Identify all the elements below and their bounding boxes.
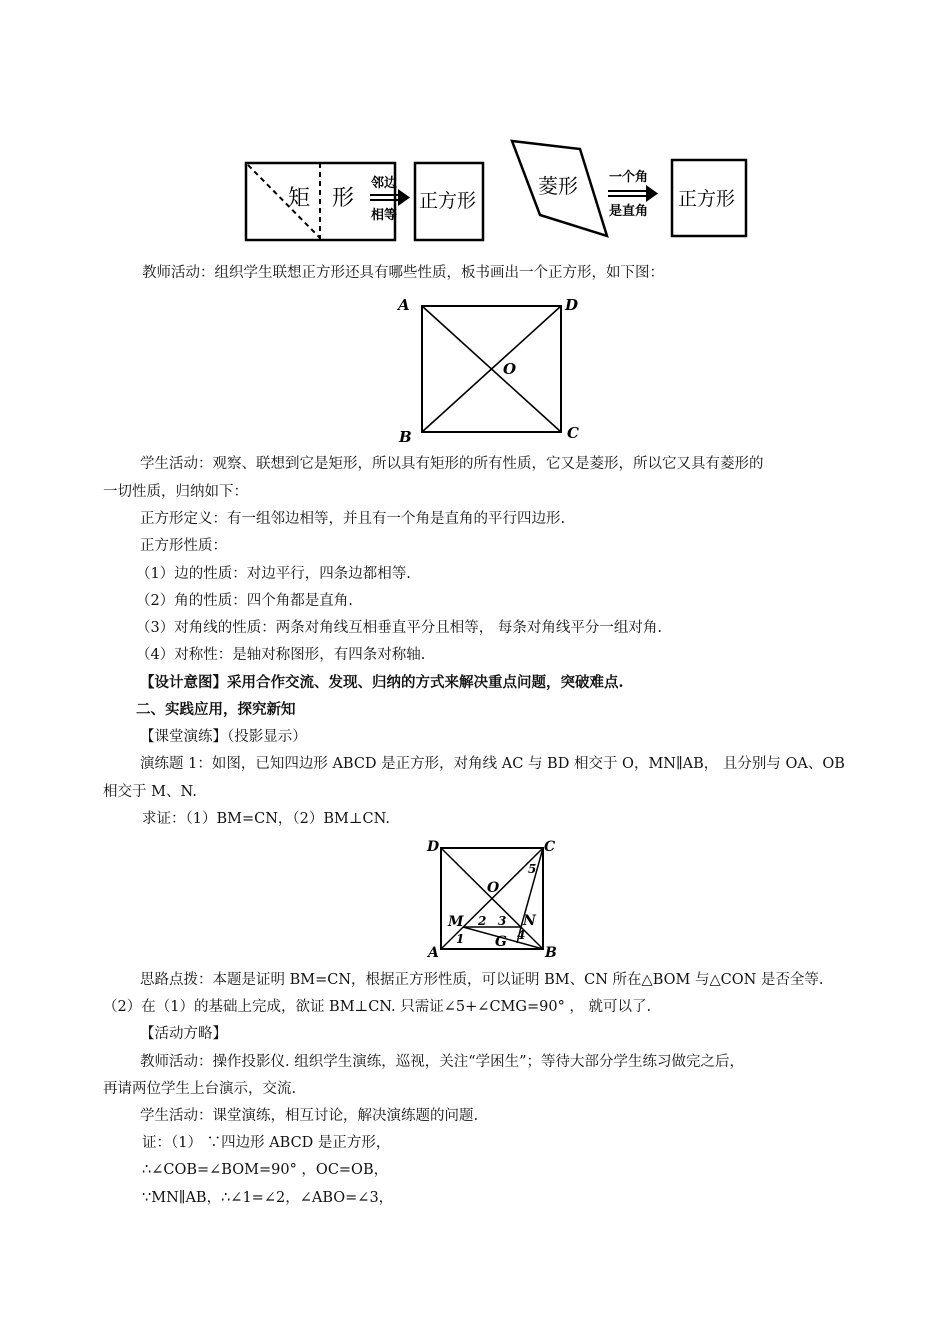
arrow2-label-top: 一个角: [609, 170, 649, 185]
label-a: A: [398, 296, 410, 314]
property-2: （2）角的性质：四个角都是直角.: [136, 593, 353, 609]
activity-strategy: 【活动方略】: [140, 1026, 227, 1042]
proof-line-2: ∴∠COB=∠BOM=90° ，OC=OB，: [142, 1162, 389, 1178]
ex-label-a: A: [428, 945, 439, 961]
square-label-1: 正方形: [419, 190, 477, 212]
arrow1-label-top: 邻边: [371, 176, 398, 191]
prove-statement: 求证：（1）BM=CN，（2）BM⊥CN.: [142, 811, 390, 827]
rectangle-label-right: 形: [332, 186, 355, 211]
ex-label-1: 1: [456, 932, 465, 946]
property-3: （3）对角线的性质：两条对角线互相垂直平分且相等， 每条对角线平分一组对角.: [136, 620, 662, 636]
ex-label-3: 3: [498, 914, 507, 928]
teacher-activity-1: 教师活动：组织学生联想正方形还具有哪些性质，板书画出一个正方形，如下图：: [142, 265, 664, 281]
label-d: D: [565, 296, 579, 314]
exercise-figure: [425, 835, 565, 961]
ex-label-b: B: [545, 945, 557, 961]
exercise-1-line-a: 演练题 1：如图，已知四边形 ABCD 是正方形，对角线 AC 与 BD 相交于 O，MN∥AB， 且分别与 OA、OB: [140, 756, 845, 772]
arrow1-label-bottom: 相等: [371, 208, 398, 223]
label-c: C: [567, 424, 579, 442]
ex-label-5: 5: [528, 862, 537, 876]
property-1: （1）边的性质：对边平行，四条边都相等.: [136, 566, 411, 582]
properties-heading: 正方形性质：: [140, 538, 227, 554]
teacher-activity-2b: 再请两位学生上台演示，交流.: [103, 1081, 297, 1097]
rectangle-label-left: 矩: [288, 186, 311, 211]
square-label-2: 正方形: [678, 188, 736, 210]
label-o: O: [503, 360, 517, 378]
square-definition: 正方形定义：有一组邻边相等，并且有一个角是直角的平行四边形.: [140, 511, 566, 527]
section-2-heading: 二、实践应用，探究新知: [136, 701, 296, 718]
transformation-figure: [240, 135, 760, 247]
hint-line-a: 思路点拨：本题是证明 BM=CN，根据正方形性质，可以证明 BM、CN 所在△BOM 与△CON 是否全等.: [140, 972, 824, 988]
arrow1-icon: [370, 189, 410, 206]
ex-label-g: G: [495, 934, 507, 950]
label-b: B: [399, 428, 412, 446]
ex-label-m: M: [448, 914, 464, 930]
ex-label-c: C: [544, 839, 556, 855]
classroom-practice: 【课堂演练】（投影显示）: [140, 729, 307, 745]
design-intent: 【设计意图】采用合作交流、发现、归纳的方式来解决重点问题，突破难点.: [140, 674, 624, 691]
property-4: （4）对称性：是轴对称图形，有四条对称轴.: [136, 647, 426, 663]
proof-line-3: ∵MN∥AB，∴∠1=∠2，∠ABO=∠3，: [142, 1190, 394, 1206]
teacher-activity-2a: 教师活动：操作投影仪. 组织学生演练，巡视，关注“学困生”；等待大部分学生练习做完之后，: [140, 1054, 745, 1070]
rhombus-label: 菱形: [538, 174, 578, 198]
ex-label-n: N: [523, 913, 536, 929]
student-activity-1a: 学生活动：观察、联想到它是矩形，所以具有矩形的所有性质，它又是菱形，所以它又具有菱形的: [140, 456, 764, 472]
arrow2-icon: [608, 185, 658, 202]
student-activity-1b: 一切性质，归纳如下：: [103, 484, 248, 500]
proof-line-1: 证：（1） ∵四边形 ABCD 是正方形，: [142, 1135, 391, 1151]
ex-label-4: 4: [517, 928, 526, 942]
student-activity-2: 学生活动：课堂演练，相互讨论，解决演练题的问题.: [140, 1108, 479, 1124]
ex-label-d: D: [427, 839, 440, 855]
arrow2-label-bottom: 是直角: [609, 204, 649, 219]
exercise-1-line-b: 相交于 M、N.: [103, 784, 197, 800]
hint-line-b: （2）在（1）的基础上完成，欲证 BM⊥CN. 只需证∠5+∠CMG=90° ， 就可以了.: [103, 999, 652, 1015]
square-abcd-figure: [395, 292, 595, 448]
ex-label-o: O: [487, 880, 500, 896]
ex-label-2: 2: [478, 914, 487, 928]
